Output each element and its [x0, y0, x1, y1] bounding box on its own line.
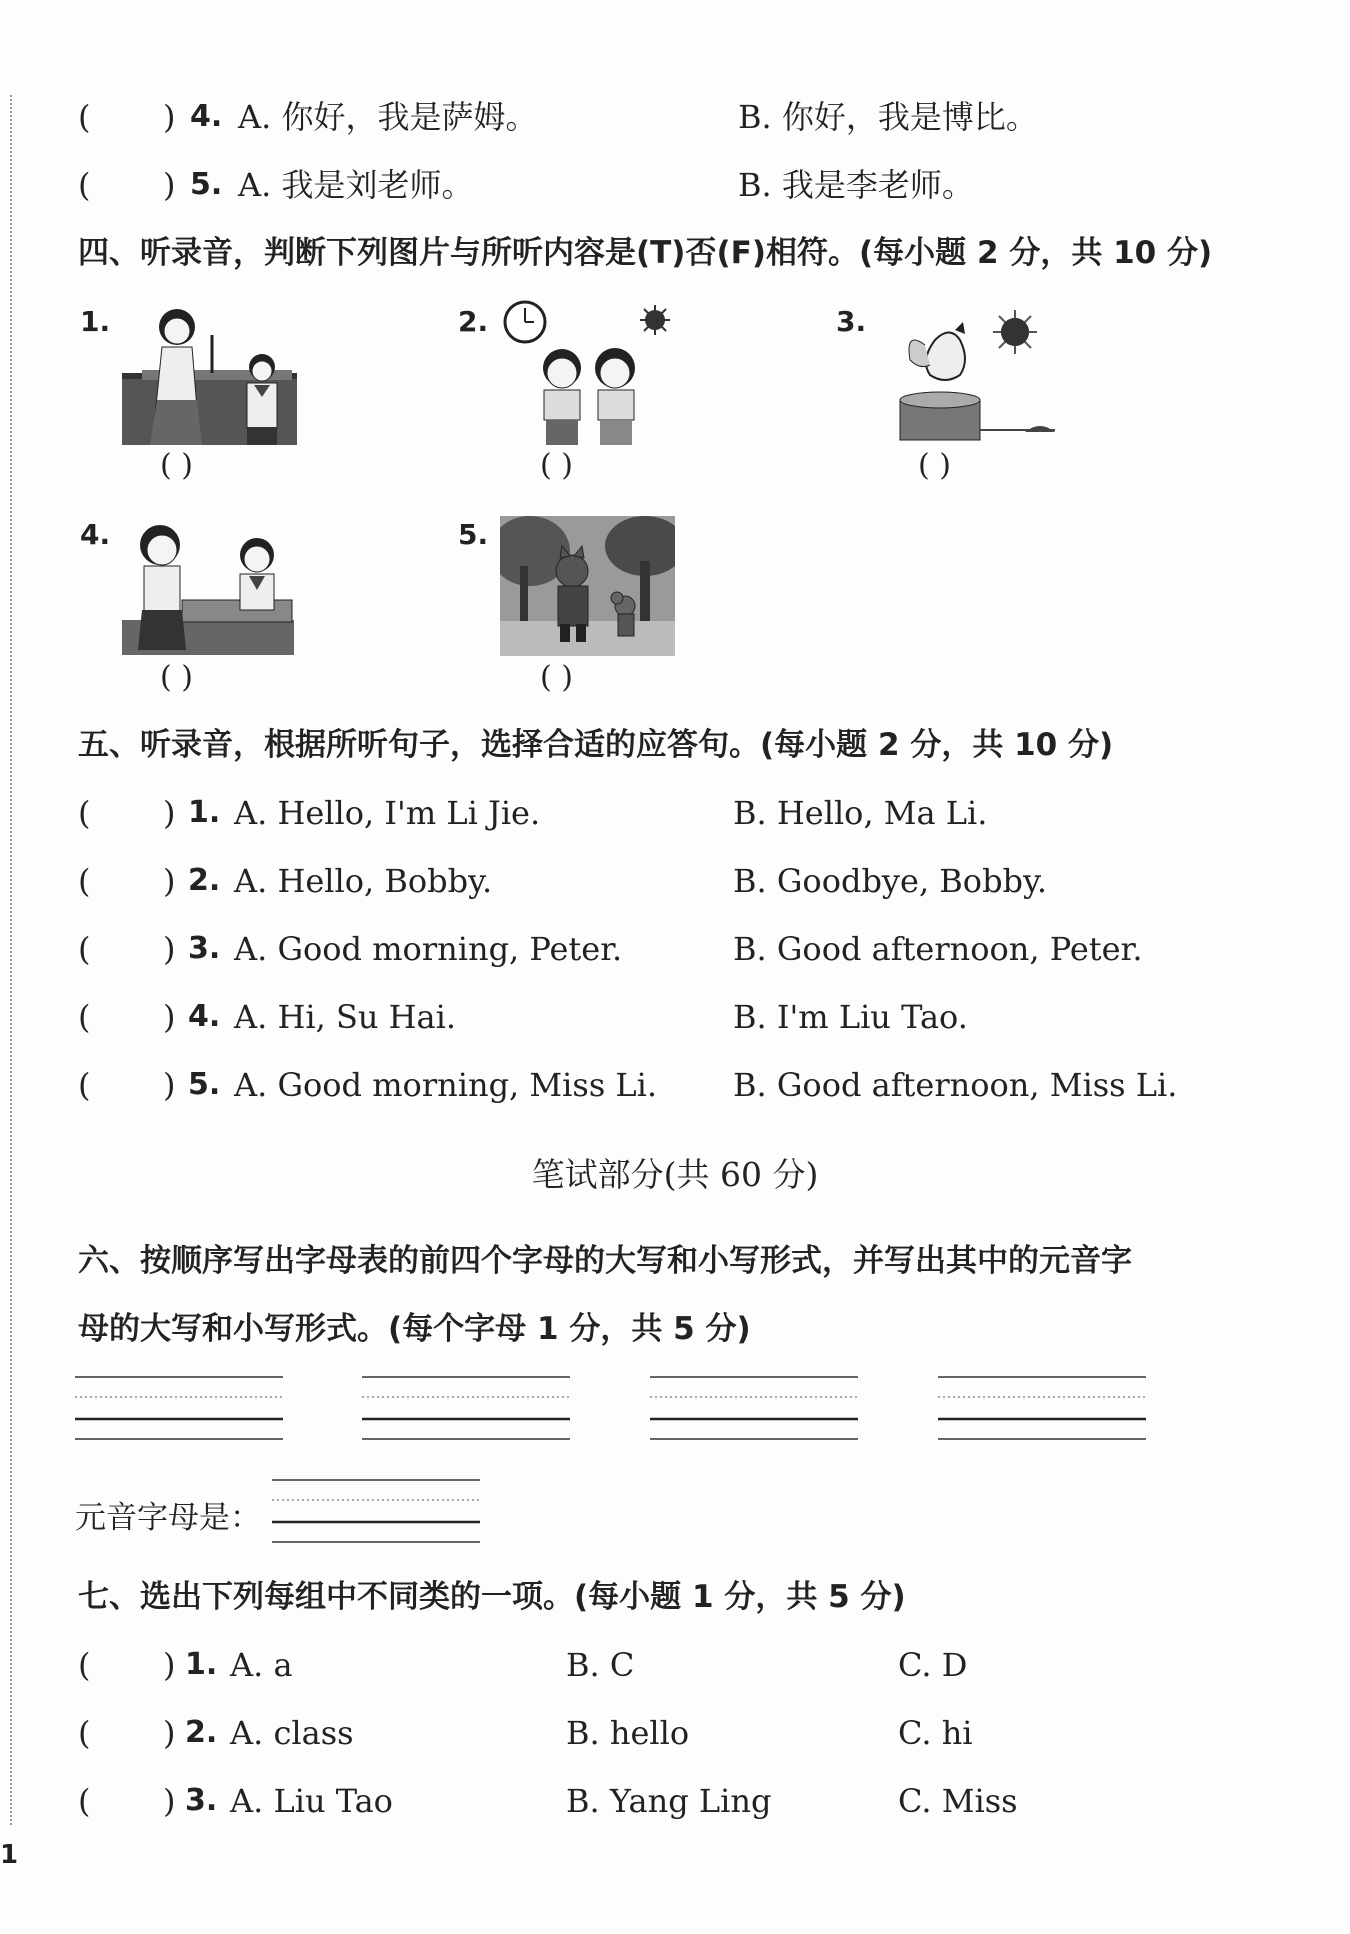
question-number: 4. [190, 99, 223, 134]
vowel-writing-grid[interactable] [272, 1478, 482, 1552]
question-row: ( ) 3. A. Liu Tao B. Yang Ling C. Miss [78, 1776, 1278, 1826]
option-b: B. 你好，我是博比。 [738, 98, 1038, 136]
option-a: A. Good morning, Miss Li. [234, 1066, 658, 1104]
option-a: A. a [230, 1646, 293, 1684]
section-heading: 四、听录音，判断下列图片与所听内容是(T)否(F)相符。(每小题 2 分，共 10 分) [78, 235, 1213, 271]
picture-number: 3. [836, 305, 867, 338]
option-a: A. Hi, Su Hai. [234, 998, 457, 1036]
question-row: ( ) 4. A. Hi, Su Hai. B. I'm Liu Tao. [78, 992, 1278, 1042]
option-b: B. I'm Liu Tao. [733, 998, 968, 1036]
option-c: C. Miss [898, 1782, 1018, 1820]
answer-blank[interactable]: ( ) [918, 448, 951, 483]
option-c: C. hi [898, 1714, 973, 1752]
writing-grid[interactable] [75, 1375, 285, 1449]
girl-and-boy-greeting-picture [122, 520, 294, 659]
answer-blank[interactable]: ( ) [160, 448, 193, 483]
answer-blank[interactable]: ( ) [540, 660, 573, 695]
question-number: 1. [185, 1647, 218, 1682]
question-number: 5. [188, 1067, 221, 1102]
vowel-label: 元音字母是： [75, 1500, 261, 1536]
option-b: B. Good afternoon, Miss Li. [733, 1066, 1178, 1104]
page-number: 1 [0, 1840, 19, 1870]
writing-grid[interactable] [362, 1375, 572, 1449]
question-number: 3. [185, 1783, 218, 1818]
question-row: ( ) 1. A. a B. C C. D [78, 1640, 1278, 1690]
option-a: A. class [230, 1714, 354, 1752]
question-number: 2. [188, 863, 221, 898]
section-heading: 五、听录音，根据所听句子，选择合适的应答句。(每小题 2 分，共 10 分) [78, 727, 1114, 763]
option-b: B. Hello, Ma Li. [733, 794, 988, 832]
binding-margin-line [10, 95, 12, 1825]
writing-grid[interactable] [650, 1375, 860, 1449]
option-a: A. Good morning, Peter. [234, 930, 623, 968]
picture-number: 5. [458, 518, 489, 551]
question-row: ( ) 3. A. Good morning, Peter. B. Good afternoon, Peter. [78, 924, 1278, 974]
option-b: B. Goodbye, Bobby. [733, 862, 1048, 900]
option-b: B. Yang Ling [566, 1782, 772, 1820]
question-row: ( ) 5. A. 我是刘老师。 B. 我是李老师。 [78, 160, 1278, 210]
option-b: B. 我是李老师。 [738, 166, 974, 204]
section-heading: 七、选出下列每组中不同类的一项。(每小题 1 分，共 5 分) [78, 1579, 906, 1615]
option-b: B. hello [566, 1714, 690, 1752]
teacher-and-boy-at-desk-picture [122, 305, 297, 449]
clock-and-two-children-picture [500, 300, 680, 449]
picture-number: 4. [80, 518, 111, 551]
question-row: ( ) 2. A. class B. hello C. hi [78, 1708, 1278, 1758]
question-number: 5. [190, 167, 223, 202]
question-number: 2. [185, 1715, 218, 1750]
option-b: B. C [566, 1646, 635, 1684]
option-b: B. Good afternoon, Peter. [733, 930, 1143, 968]
cat-and-mouse-in-forest-picture [500, 516, 675, 660]
section-heading: 六、按顺序写出字母表的前四个字母的大写和小写形式，并写出其中的元音字 [78, 1243, 1132, 1279]
question-row: ( ) 5. A. Good morning, Miss Li. B. Good afternoon, Miss Li. [78, 1060, 1278, 1110]
answer-blank[interactable]: ( ) [540, 448, 573, 483]
question-row: ( ) 1. A. Hello, I'm Li Jie. B. Hello, Ma Li. [78, 788, 1278, 838]
option-a: A. 我是刘老师。 [238, 166, 474, 204]
written-part-title: 笔试部分(共 60 分) [531, 1155, 819, 1194]
option-a: A. Hello, Bobby. [234, 862, 493, 900]
rooster-at-sunrise-picture [875, 300, 1055, 449]
option-a: A. Liu Tao [230, 1782, 393, 1820]
question-number: 3. [188, 931, 221, 966]
question-row: ( ) 4. A. 你好，我是萨姆。 B. 你好，我是博比。 [78, 92, 1278, 142]
section-heading-continued: 母的大写和小写形式。(每个字母 1 分，共 5 分) [78, 1311, 751, 1347]
question-number: 1. [188, 795, 221, 830]
option-c: C. D [898, 1646, 968, 1684]
writing-grid[interactable] [938, 1375, 1148, 1449]
option-a: A. 你好，我是萨姆。 [238, 98, 538, 136]
picture-number: 1. [80, 305, 111, 338]
option-a: A. Hello, I'm Li Jie. [234, 794, 541, 832]
question-row: ( ) 2. A. Hello, Bobby. B. Goodbye, Bobby. [78, 856, 1278, 906]
question-number: 4. [188, 999, 221, 1034]
answer-blank[interactable]: ( ) [160, 660, 193, 695]
picture-number: 2. [458, 305, 489, 338]
